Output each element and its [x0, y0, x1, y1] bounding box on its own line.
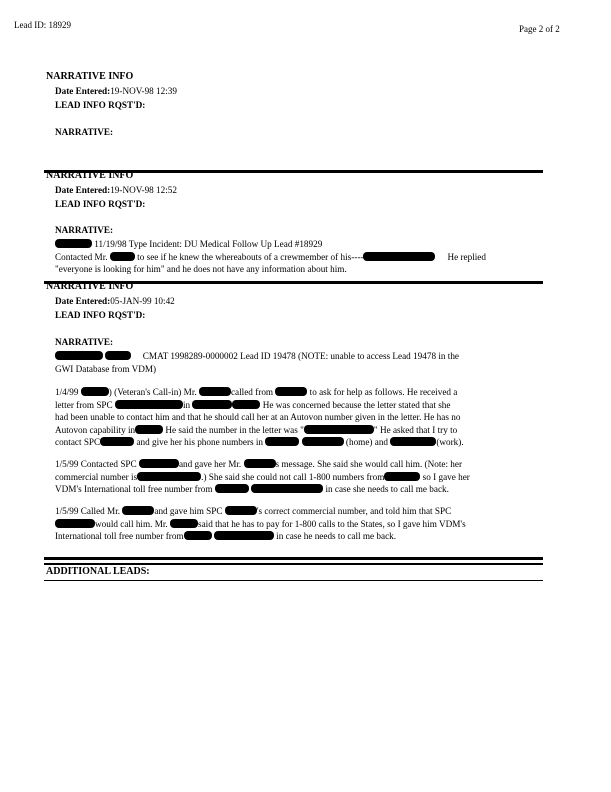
- narrative-label: NARRATIVE:: [55, 127, 114, 137]
- lead-info-rqst: LEAD INFO RQST'D:: [55, 199, 146, 209]
- narrative-label: NARRATIVE:: [55, 225, 114, 235]
- redaction: [363, 252, 435, 261]
- redaction: [265, 437, 299, 446]
- redaction: [105, 351, 131, 360]
- section-divider: [44, 563, 543, 565]
- redaction: [304, 425, 374, 434]
- lead-info-rqst: LEAD INFO RQST'D:: [55, 100, 146, 110]
- narrative-paragraph: 1/5/99 Called Mr. and gave him SPC 's correct commercial number, and told him that SPC would call him. Mr. said that he has to pay for 1-800 calls to the States, so I gave him VDM's International toll free number from in case he needs to call me back.: [55, 506, 466, 541]
- additional-leads-label: ADDITIONAL LEADS:: [46, 566, 150, 577]
- redaction: [225, 506, 257, 515]
- narrative-text: 11/19/98 Type Incident: DU Medical Follow Up Lead #18929 Contacted Mr. to see if he knew the whereabouts of a crewmember of his---- He replied "everyone is looking for him" and he does not have any information about him.: [55, 239, 486, 274]
- redaction: [214, 531, 274, 540]
- redaction: [251, 484, 323, 493]
- redaction: [135, 425, 163, 434]
- date-entered: [55, 185, 177, 195]
- redaction: [390, 437, 436, 446]
- redaction: [100, 437, 134, 446]
- narrative-label: NARRATIVE:: [55, 337, 114, 347]
- lead-id-header: Lead ID: 18929: [14, 20, 71, 30]
- redaction: [81, 387, 109, 396]
- lead-info-rqst: LEAD INFO RQST'D:: [55, 310, 146, 320]
- date-entered: [55, 296, 175, 306]
- redaction: [170, 519, 198, 528]
- page-number: Page 2 of 2: [519, 24, 560, 34]
- underline-divider: [44, 580, 543, 581]
- redaction: [275, 387, 307, 396]
- redaction: [110, 252, 135, 261]
- redaction: [192, 400, 232, 409]
- section-divider: [44, 557, 543, 560]
- redaction: [55, 351, 103, 360]
- redaction: [55, 519, 95, 528]
- date-label: Date Entered:: [55, 185, 111, 195]
- date-label: Date Entered:: [55, 86, 111, 96]
- redaction: [384, 472, 420, 481]
- narrative-paragraph: 1/4/99 ) (Veteran's Call-in) Mr. called from to ask for help as follows. He received a letter from SPC in He was concerned because the letter stated that she had been unable to contact him and that he should call her at an Autovon number given in the letter. He has no Autovon capability in He said the number in the letter was " " He asked that I try to contact SPC and give her his phone numbers in (home) and (work).: [55, 387, 464, 447]
- redaction: [115, 400, 183, 409]
- redaction: [122, 506, 154, 515]
- redaction: [139, 459, 179, 468]
- redaction: [302, 437, 344, 446]
- section-title: NARRATIVE INFO: [46, 281, 134, 292]
- date-value: 19-NOV-98 12:52: [110, 185, 177, 195]
- section-title: NARRATIVE INFO: [46, 71, 134, 82]
- date-value: 05-JAN-99 10:42: [110, 296, 175, 306]
- section-title: NARRATIVE INFO: [46, 170, 134, 181]
- date-value: 19-NOV-98 12:39: [110, 86, 177, 96]
- date-entered: [55, 86, 177, 96]
- redaction: [184, 531, 212, 540]
- narrative-paragraph: 1/5/99 Contacted SPC and gave her Mr. s message. She said she would call him. (Note: her commercial number is .) She said she could not call 1-800 numbers from so I gave her VDM's International toll free number from in case she needs to call me back.: [55, 459, 470, 494]
- narrative-paragraph: CMAT 1998289-0000002 Lead ID 19478 (NOTE: unable to access Lead 19478 in the GWI Database from VDM): [55, 351, 460, 374]
- redaction: [244, 459, 276, 468]
- date-label: Date Entered:: [55, 296, 111, 306]
- redaction: [232, 400, 260, 409]
- redaction: [55, 239, 92, 248]
- redaction: [215, 484, 249, 493]
- redaction: [199, 387, 231, 396]
- redaction: [137, 472, 201, 481]
